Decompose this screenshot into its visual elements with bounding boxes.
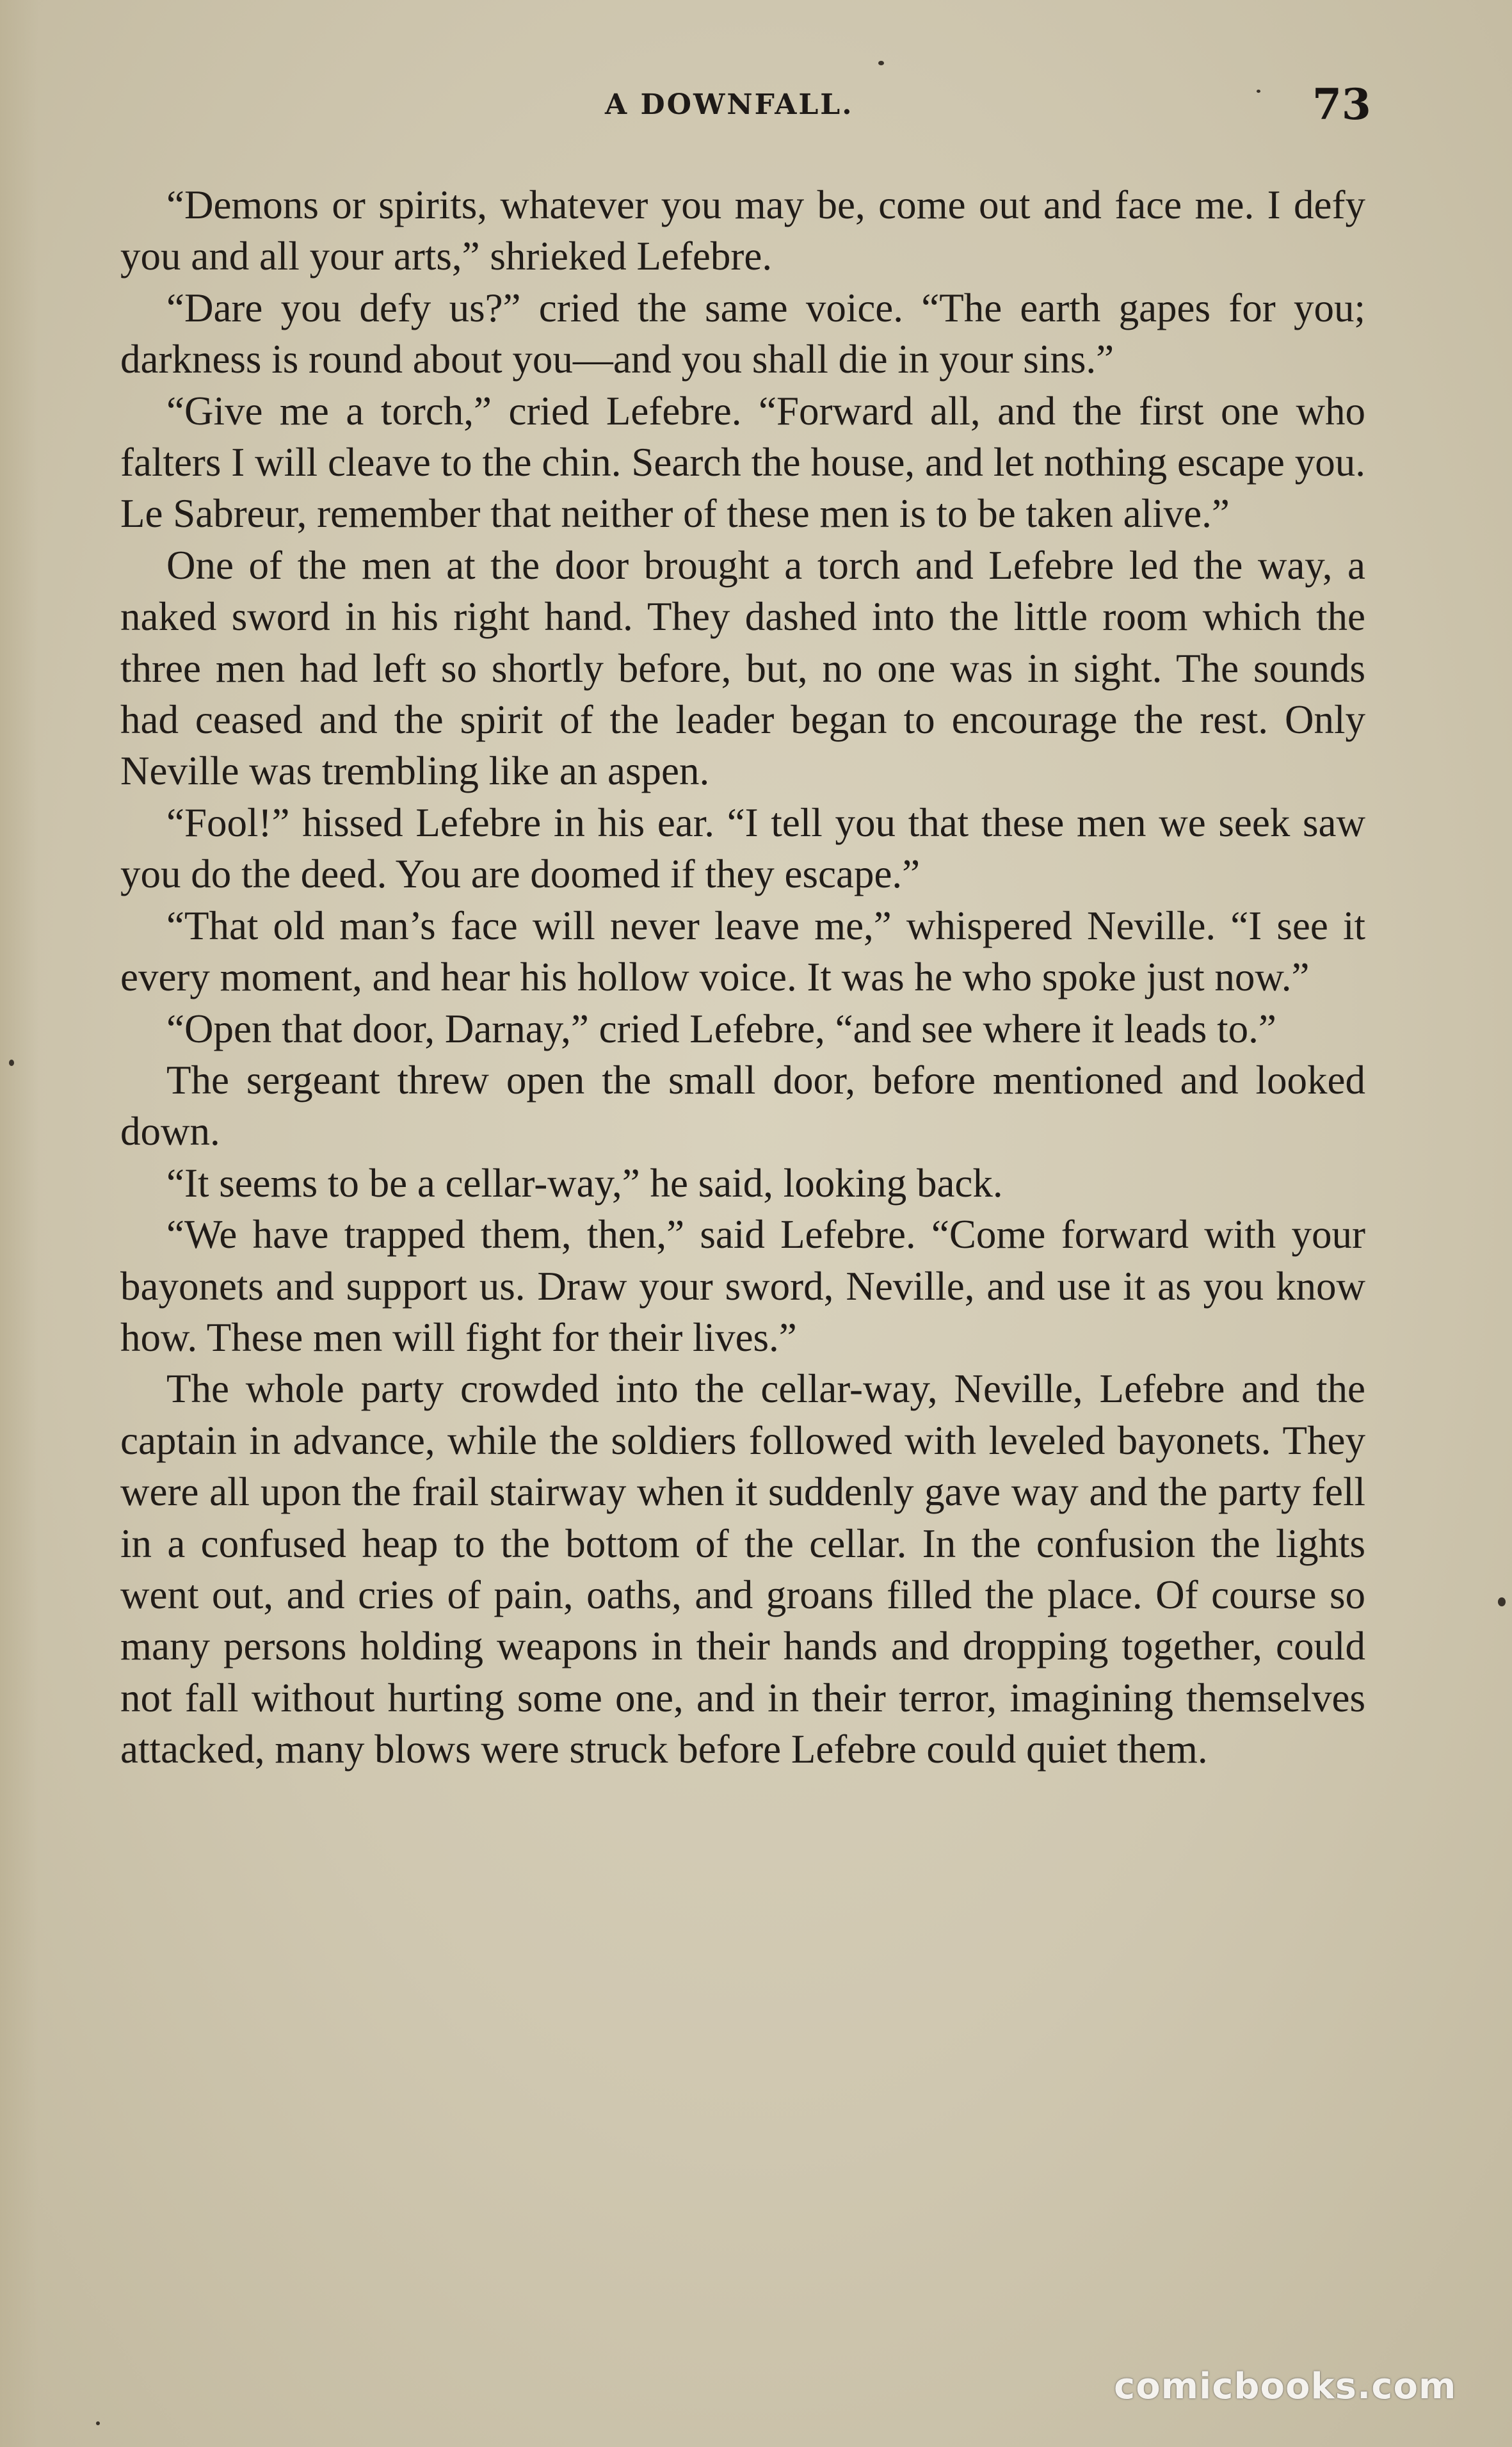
paper-speck	[878, 61, 884, 65]
paragraph: “Demons or spirits, whatever you may be, come out and face me. I defy you and all your arts,” shrieked Lefebre.	[120, 182, 1365, 279]
paragraph: “Give me a torch,” cried Lefebre. “Forward all, and the first one who falters I will cleave to the chin. Search the house, and let nothing escape you. Le Sabreur, remember that neither of these men is to be taken alive.”	[120, 388, 1365, 537]
paragraph: “We have trapped them, then,” said Lefebre. “Come forward with your bayonets and support us. Draw your sword, Neville, and use it as you know how. These men will fight for their lives.”	[120, 1212, 1365, 1360]
page-number: 73	[1312, 79, 1371, 129]
paper-speck	[1498, 1597, 1506, 1606]
paragraph: The sergeant threw open the small door, before mentioned and looked down.	[120, 1057, 1365, 1154]
paragraph: “Dare you defy us?” cried the same voice. “The earth gapes for you; darkness is round about you—and you shall die in your sins.”	[120, 285, 1365, 382]
running-title: A DOWNFALL.	[605, 88, 854, 121]
paper-speck	[96, 2421, 100, 2425]
running-head	[0, 77, 1512, 134]
page-edge-shadow	[0, 0, 38, 2447]
paragraph: “That old man’s face will never leave me,” whispered Neville. “I see it every moment, and hear his hollow voice. It was he who spoke just now.”	[120, 903, 1365, 1000]
watermark: comicbooks.com	[1114, 2366, 1457, 2407]
body-text	[120, 179, 1365, 1775]
paragraph: One of the men at the door brought a torch and Lefebre led the way, a naked sword in his right hand. They dashed into the little room which the three men had left so shortly before, but, no one was in sight. The sounds had ceased and the spirit of the leader began to encourage the rest. Only Neville was trembling like an aspen.	[120, 542, 1365, 794]
paragraph: “Open that door, Darnay,” cried Lefebre, “and see where it leads to.”	[166, 1006, 1276, 1051]
paper-speck	[9, 1060, 14, 1066]
paragraph: “Fool!” hissed Lefebre in his ear. “I tell you that these men we seek saw you do the deed. You are doomed if they escape.”	[120, 800, 1365, 897]
paper-speck	[1257, 90, 1260, 93]
paragraph: The whole party crowded into the cellar-way, Neville, Lefebre and the captain in advance, while the soldiers followed with leveled bayonets. They were all upon the frail stairway when it suddenly gave way and the party fell in a confused heap to the bottom of the cellar. In the confusion the lights went out, and cries of pain, oaths, and groans filled the place. Of course so many persons holding weapons in their hands and dropping together, could not fall without hurting some one, and in their terror, imagining themselves attacked, many blows were struck before Lefebre could quiet them.	[120, 1366, 1365, 1772]
paragraph: “It seems to be a cellar-way,” he said, looking back.	[166, 1160, 1003, 1206]
